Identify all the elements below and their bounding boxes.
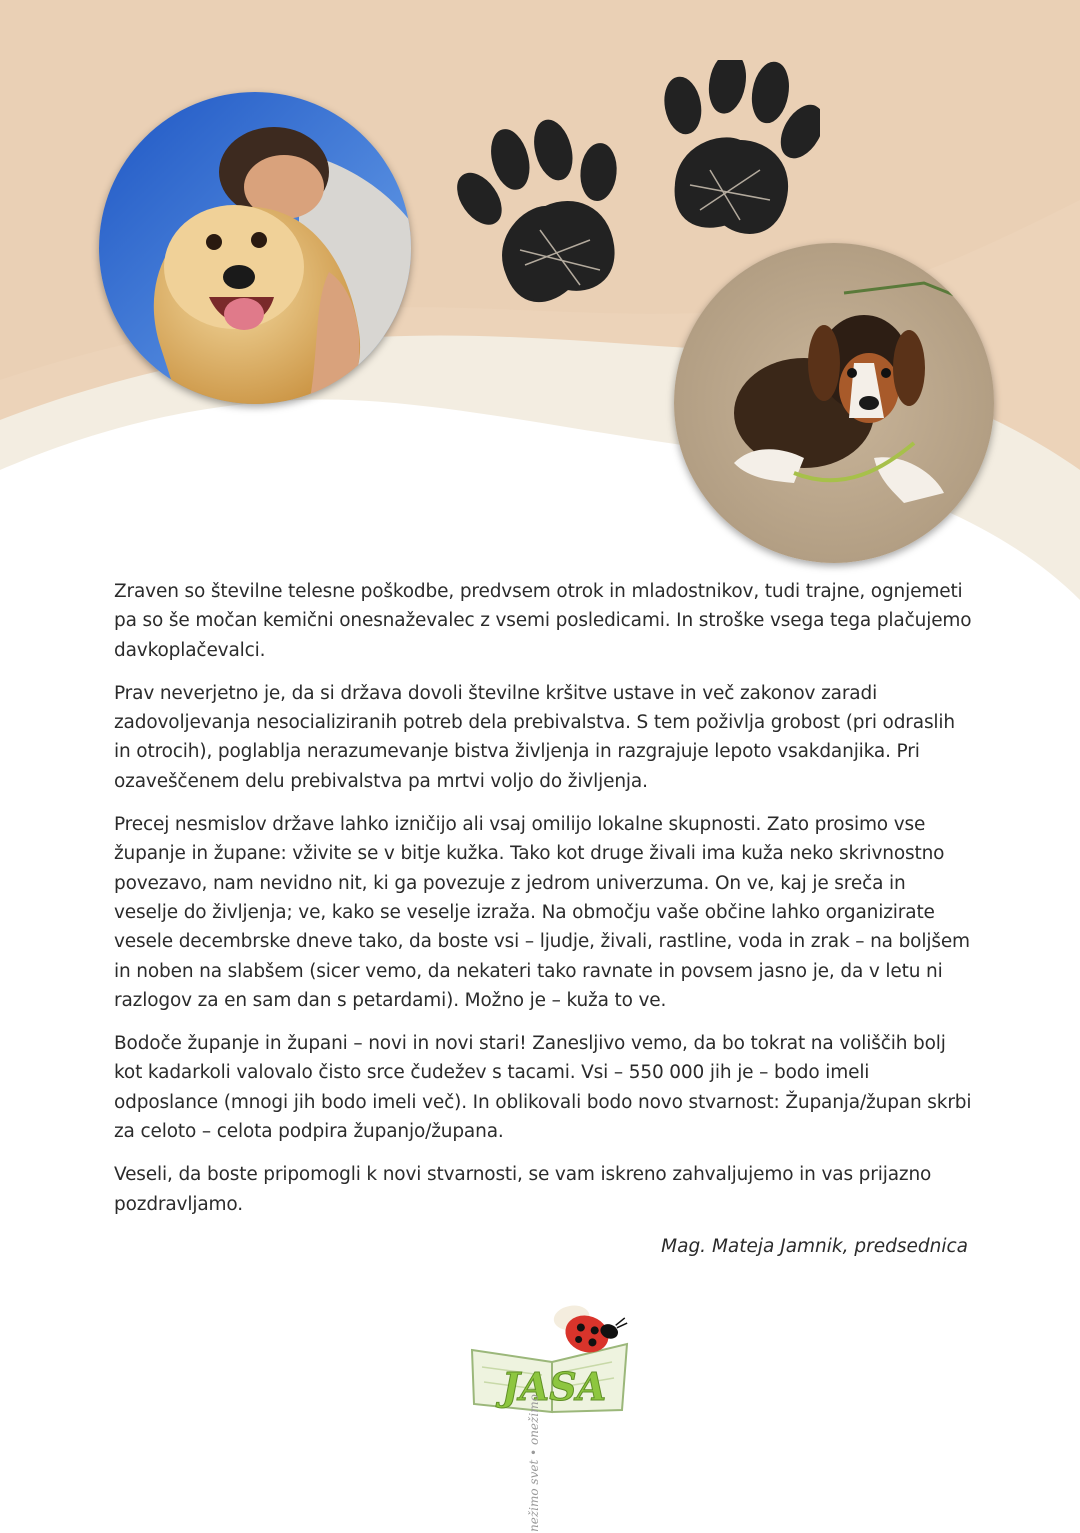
jasa-logo — [462, 1292, 642, 1533]
beagle-puppy-photo — [674, 243, 994, 563]
paragraph-4: Bodoče županje in župani – novi in novi stari! Zanesljivo vemo, da bo tokrat na voliščih bolj kot kadarkoli valovalo čisto srce čudežev s tacami. Vsi – 550 000 jih je – bodo imeli odposlance (mnogi jih bodo imeli več). In oblikovali bodo novo stvarnost: Županja/župan skrbi za celoto – celota podpira županjo/župana. — [114, 1033, 972, 1143]
letter-body — [114, 577, 974, 1233]
signature: Mag. Mateja Jamnik, predsednica — [661, 1236, 968, 1257]
paragraph-2: Prav neverjetno je, da si država dovoli številne kršitve ustave in več zakonov zaradi zadovoljevanja nesocializiranih potreb dela prebivalstva. S tem poživlja grobost (pri odraslih in otrocih), poglablja nerazumevanje bistva življenja in razgrajuje lepoto vsakdanjika. Pri ozaveščenem delu prebivalstva pa mrtvi voljo do življenja. — [114, 682, 955, 792]
paragraph-1: Zraven so številne telesne poškodbe, predvsem otrok in mladostnikov, tudi trajne, ognjemeti pa so še močan kemični onesnaževalec z vsemi posledicami. In stroške vsega tega plačujemo davkoplačevalci. — [114, 581, 972, 661]
logo-tagline: nežimo svet • onežimo — [527, 1394, 541, 1532]
paragraph-3: Precej nesmislov države lahko izničijo ali vsaj omilijo lokalne skupnosti. Zato prosimo vse županje in župane: vživite se v bitje kužka. Tako kot druge živali ima kuža neko skrivnostno povezavo, nam nevidno nit, ki ga povezuje z jedrom univerzuma. On ve, kaj je sreča in veselje do življenja; ve, kako se veselje izraža. Na območju vaše občine lahko organizirate vesele decembrske dneve tako, da boste vsi – ljudje, živali, rastline, voda in zrak – na boljšem in noben na slabšem (sicer vemo, da nekateri tako ravnate in povsem jasno je, da v letu ni razlogov za en sam dan s petardami). Možno je – kuža to ve. — [114, 814, 970, 1011]
boy-with-dog-photo — [99, 92, 411, 404]
logo-name: JASA — [501, 1364, 607, 1409]
paragraph-5: Veseli, da boste pripomogli k novi stvarnosti, se vam iskreno zahvaljujemo in vas prijazno pozdravljamo. — [114, 1164, 932, 1215]
